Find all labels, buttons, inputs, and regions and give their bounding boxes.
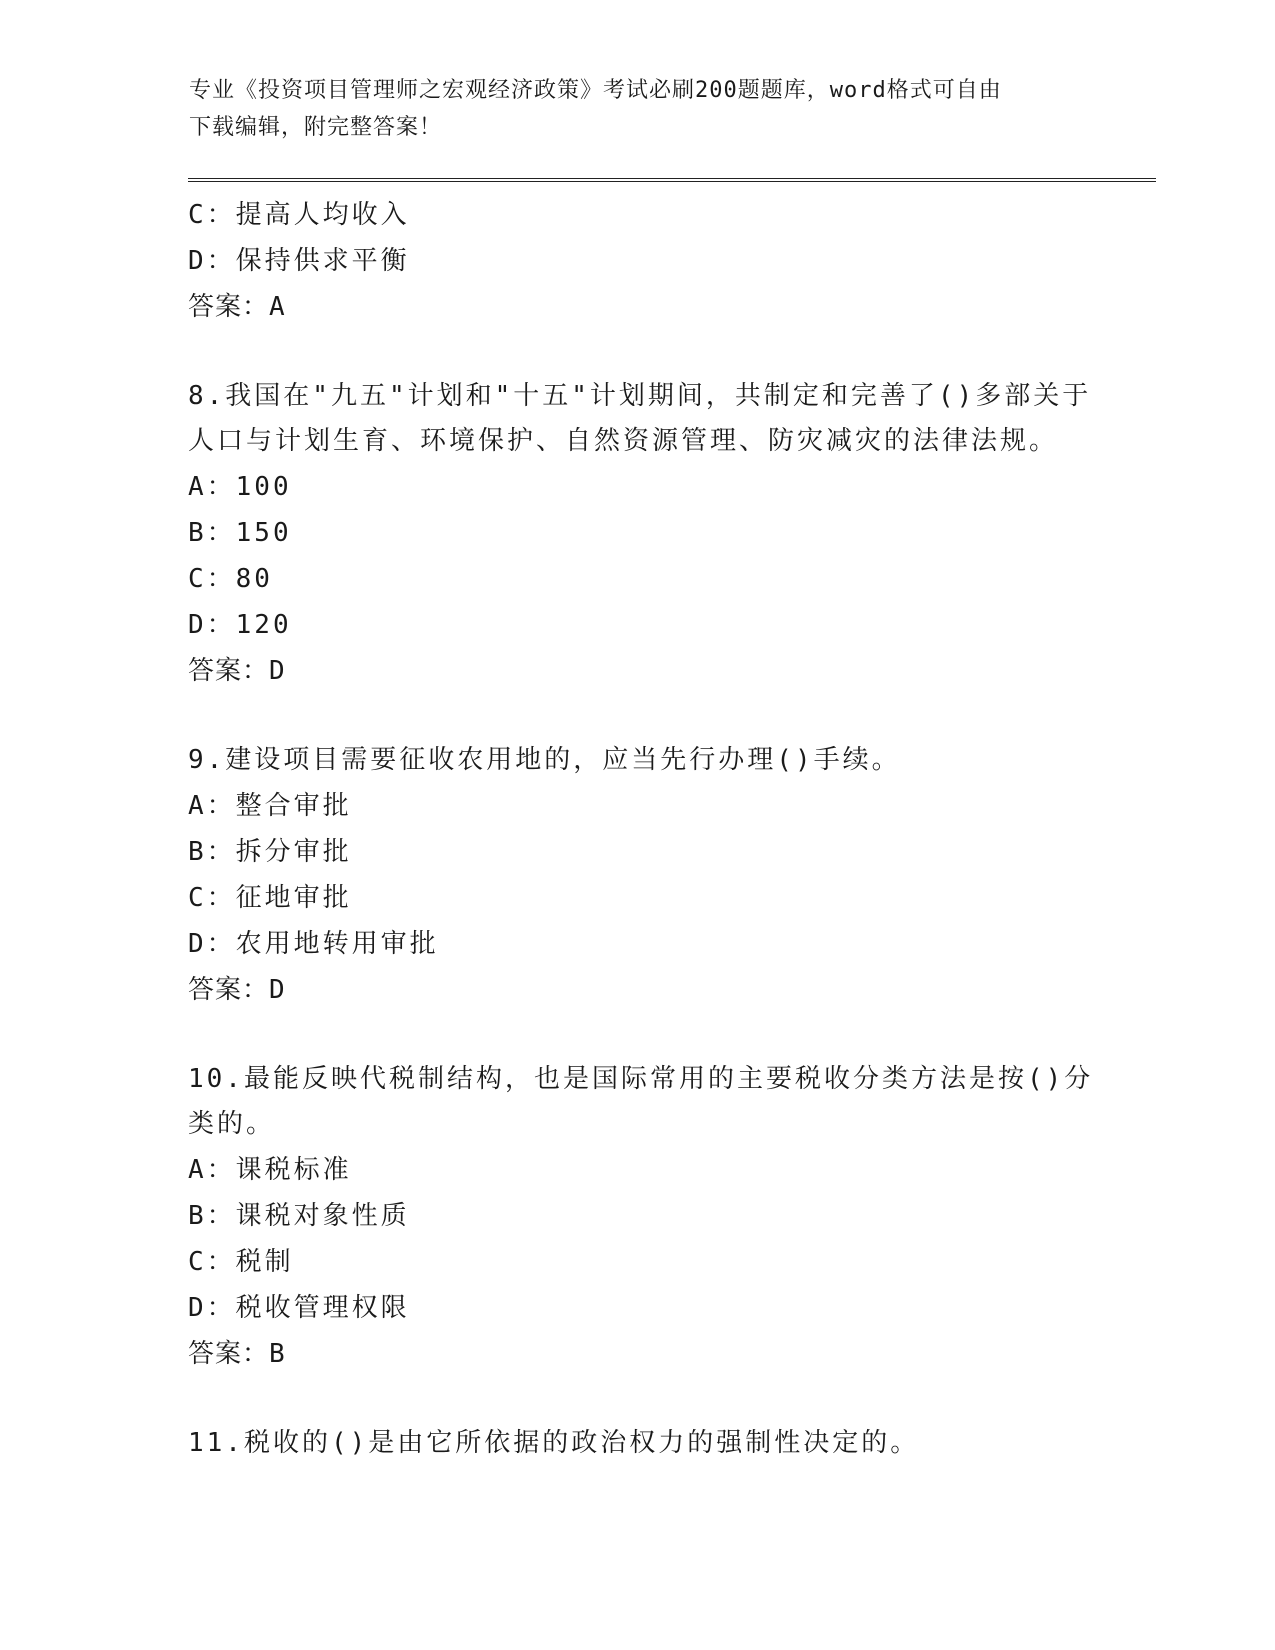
answer-label: 答案： — [188, 1339, 270, 1369]
question-text-line-1: 10.最能反映代税制结构，也是国际常用的主要税收分类方法是按()分 — [188, 1064, 1094, 1094]
option-c: C：80 — [188, 564, 273, 594]
answer-value: B — [269, 1339, 286, 1369]
answer-label: 答案： — [188, 292, 270, 322]
question-list — [188, 192, 1094, 1466]
option-c: C：征地审批 — [188, 883, 352, 913]
spacer — [188, 1377, 1088, 1421]
answer-line — [188, 284, 1088, 330]
option-a: A：100 — [188, 472, 292, 502]
question-10 — [188, 1057, 1094, 1377]
question-11 — [188, 1421, 1088, 1466]
spacer — [188, 694, 1088, 738]
option-c: C：提高人均收入 — [188, 200, 410, 230]
header-line-1: 专业《投资项目管理师之宏观经济政策》考试必刷200题题库，word格式可自由 — [189, 78, 1002, 103]
answer-value: D — [269, 975, 286, 1005]
question-text-line-2: 类的。 — [188, 1109, 276, 1139]
answer-label: 答案： — [188, 656, 270, 686]
question-text-line-2: 人口与计划生育、环境保护、自然资源管理、防灾减灾的法律法规。 — [188, 426, 1059, 456]
answer-value: D — [269, 656, 286, 686]
header-divider — [188, 178, 1156, 182]
question-text-line-1: 9.建设项目需要征收农用地的，应当先行办理()手续。 — [188, 745, 901, 775]
option-a: A：课税标准 — [188, 1155, 352, 1185]
question-text-line-1: 11.税收的()是由它所依据的政治权力的强制性决定的。 — [188, 1428, 920, 1458]
question-7 — [188, 192, 1088, 330]
question-9 — [188, 738, 1088, 1013]
spacer — [188, 330, 1088, 374]
question-8 — [188, 374, 1092, 694]
answer-line — [188, 648, 1088, 694]
option-a: A：整合审批 — [188, 791, 352, 821]
option-d: D：120 — [188, 610, 292, 640]
document-header — [189, 72, 1089, 146]
option-b: B：150 — [188, 518, 292, 548]
answer-line — [188, 967, 1088, 1013]
option-d: D：保持供求平衡 — [188, 246, 410, 276]
spacer — [188, 1013, 1088, 1057]
answer-line — [188, 1331, 1088, 1377]
option-b: B：拆分审批 — [188, 837, 352, 867]
option-d: D：农用地转用审批 — [188, 929, 439, 959]
option-c: C：税制 — [188, 1247, 294, 1277]
header-line-2: 下载编辑，附完整答案！ — [189, 115, 443, 140]
question-text-line-1: 8.我国在"九五"计划和"十五"计划期间，共制定和完善了()多部关于 — [188, 381, 1092, 411]
option-d: D：税收管理权限 — [188, 1293, 410, 1323]
answer-label: 答案： — [188, 975, 270, 1005]
option-b: B：课税对象性质 — [188, 1201, 410, 1231]
answer-value: A — [269, 292, 286, 322]
